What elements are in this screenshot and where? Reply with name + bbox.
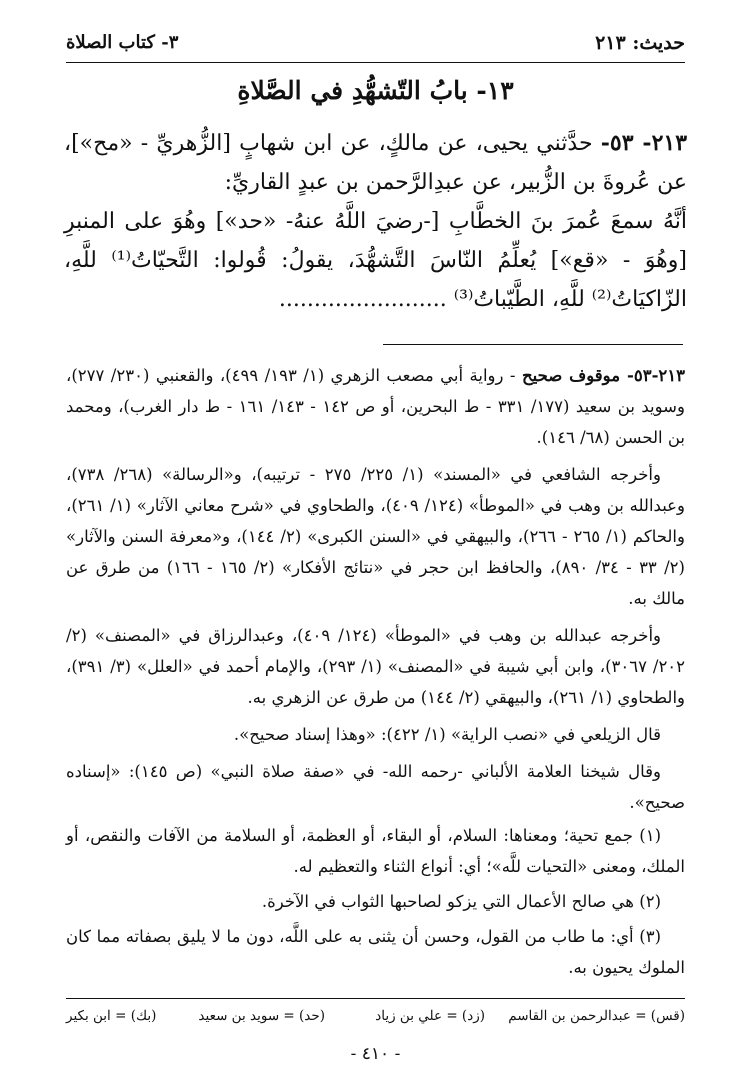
takhrij-commentary	[66, 360, 685, 824]
hadith-number: ٢١٣- ٥٣-	[600, 130, 688, 156]
isnad-text: حدَّثني يحيى، عن مالكٍ، عن ابن شهابٍ [الزُّهريِّ - «مح»]، عن عُروةَ بن الزُّبير، عن عبدِالرَّحمن بن عبدٍ القاريِّ:	[64, 131, 687, 195]
commentary-para-2: وأخرجه الشافعي في «المسند» (١/ ٢٢٥/ ٢٧٥ - ترتيبه)، و«الرسالة» (٢٦٨/ ٧٣٨)، وعبدالله بن وهب في «الموطأ» (١٢٤/ ٤٠٩)، والطحاوي في «شرح معاني الآثار» (١/ ٢٦١)، والحاكم (١/ ٢٦٥ - ٢٦٦)، والبيهقي في «السنن الكبرى» (٢/ ١٤٤)، و«معرفة السنن والآثار» (٢/ ٣٣ - ٣٤/ ٨٩٠)، والحافظ ابن حجر في «نتائج الأفكار» (٢/ ١٦٥ - ١٦٦) من طرق عن مالك به.	[66, 465, 685, 608]
footnote-3: (٣) أي: ما طاب من القول، وحسن أن يثنى به على اللَّه، دون ما لا يليق بصفاته مما كان الملوك يحيون به.	[66, 927, 685, 977]
footnotes	[66, 820, 685, 987]
hadith-matn: أنَّهُ سمعَ عُمرَ بنَ الخطَّابِ [-رضيَ اللَّهُ عنهُ- «حد»] وهُوَ على المنبرِ [وهُوَ - «قع»] يُعلِّمُ النّاسَ التَّشهُّدَ، يقولُ: قُولوا: التَّحيّاتُ⁽¹⁾ للَّهِ، الزّاكيَاتُ⁽²⁾ للَّهِ، الطَّيّباتُ⁽³⁾ ........................	[64, 209, 687, 312]
commentary-para-3: وأخرجه عبدالله بن وهب في «الموطأ» (١٢٤/ ٤٠٩)، وعبدالرزاق في «المصنف» (٢/ ٢٠٢/ ٣٠٦٧)، وابن أبي شيبة في «المصنف» (١/ ٢٩٣)، والإمام أحمد في «العلل» (٣/ ٣٩١)، والطحاوي (١/ ٢٦١)، والبيهقي (٢/ ١٤٤) من طرق عن الزهري به.	[66, 626, 686, 707]
abbr-hd: (حد) = سويد بن سعيد	[198, 1008, 325, 1024]
hadith-isnad	[64, 124, 687, 202]
hadith-label: حديث: ٢١٣	[595, 32, 685, 54]
header-divider	[66, 62, 685, 63]
abbreviations-divider	[66, 998, 685, 999]
footnote-1: (١) جمع تحية؛ ومعناها: السلام، أو البقاء، أو العظمة، أو السلامة من الآفات والنقص، أو الملك، ومعنى «التحيات للَّه»؛ أي: أنواع الثناء والتعظيم له.	[66, 826, 685, 876]
commentary-para-4: قال الزيلعي في «نصب الراية» (١/ ٤٢٢): «وهذا إسناد صحيح».	[233, 725, 661, 744]
footnote-2: (٢) هي صالح الأعمال التي يزكو لصاحبها الثواب في الآخرة.	[261, 892, 661, 911]
hadith-text	[64, 124, 687, 319]
running-header	[66, 30, 685, 60]
book-title: ٣- كتاب الصلاة	[66, 32, 179, 53]
abbr-bk: (بك) = ابن بكير	[66, 1008, 157, 1024]
grading-label: ٢١٣-٥٣- موقوف صحيح	[521, 366, 686, 385]
abbreviations-key	[66, 1008, 685, 1030]
chapter-title: ١٣- بابُ التّشهُّدِ في الصَّلاةِ	[237, 76, 514, 105]
commentary-para-5: وقال شيخنا العلامة الألباني -رحمه الله- في «صفة صلاة النبي» (ص ١٤٥): «إسناده صحيح».	[66, 762, 685, 812]
abbr-zd: (زد) = علي بن زياد	[375, 1008, 485, 1024]
commentary-para-1	[66, 360, 685, 453]
notes-divider	[383, 344, 683, 345]
page-number: - ٤١٠ -	[350, 1044, 401, 1064]
abbr-qs: (قس) = عبدالرحمن بن القاسم	[508, 1008, 685, 1024]
grading-text: - رواية أبي مصعب الزهري (١/ ١٩٣/ ٤٩٩)، والقعنبي (٢٣٠/ ٢٧٧)، وسويد بن سعيد (١٧٧/ ٣٣١ - ط البحرين، أو ص ١٤٢ - ١٤٣/ ١٦١ - ط دار الغرب)، ومحمد بن الحسن (٦٨/ ١٤٦).	[66, 366, 685, 447]
